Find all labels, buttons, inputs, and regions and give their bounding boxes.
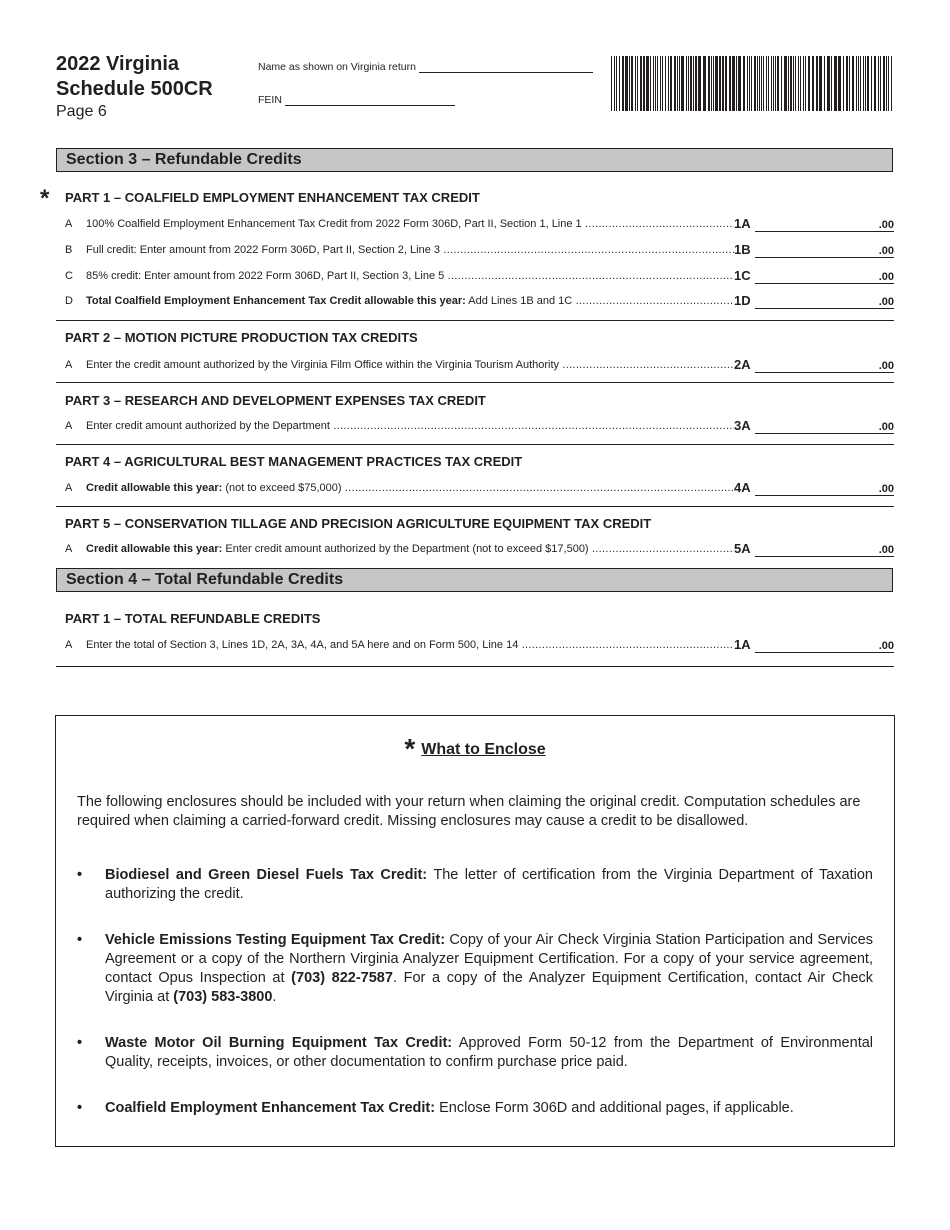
barcode-bar (650, 56, 651, 111)
page-number: Page 6 (56, 103, 107, 120)
barcode-bar (614, 56, 615, 111)
enclose-item-biodiesel (77, 866, 873, 906)
fein-label: FEIN (258, 94, 282, 106)
barcode-bar (754, 56, 756, 111)
fein-field[interactable] (258, 93, 455, 106)
enclose-item-text: Coalfield Employment Enhancement Tax Credit: Enclose Form 306D and additional pages, if applicable. (105, 1100, 794, 1116)
barcode-bar (852, 56, 854, 111)
line-description: Credit allowable this year: (not to exceed $75,000) ..... (86, 482, 734, 494)
barcode-bar (819, 56, 822, 111)
barcode-bar (708, 56, 710, 111)
amount-field-5a[interactable]: .00 (755, 541, 894, 557)
barcode-bar (798, 56, 799, 111)
barcode-bar (695, 56, 697, 111)
barcode-bar (668, 56, 669, 111)
bullet-icon: • (77, 867, 83, 883)
section-4-header: Section 4 – Total Refundable Credits (56, 568, 893, 592)
barcode-bar (784, 56, 787, 111)
barcode-bar (688, 56, 689, 111)
line-letter: C (65, 270, 73, 282)
barcode-bar (790, 56, 792, 111)
barcode-bar (874, 56, 876, 111)
line-total-1a (65, 637, 894, 653)
barcode-bar (665, 56, 666, 111)
line-description: Credit allowable this year: Enter credit amount authorized by the Department (not to exceed $17,500) ..... (86, 543, 734, 555)
barcode-bar (713, 56, 714, 111)
barcode-bar (880, 56, 881, 111)
line-1d (65, 293, 894, 309)
barcode-bar (631, 56, 633, 111)
barcode-bar (891, 56, 892, 111)
barcode-bar (640, 56, 642, 111)
barcode-bar (856, 56, 857, 111)
phone-air-check: (703) 583-3800 (173, 989, 273, 1005)
enclose-title (0, 733, 950, 765)
barcode-bar (722, 56, 724, 111)
barcode-bar (858, 56, 859, 111)
line-description: Enter the total of Section 3, Lines 1D, 2A, 3A, 4A, and 5A here and on Form 500, Line 14 ..... (86, 639, 734, 651)
line-letter: A (65, 359, 73, 371)
name-input-line[interactable] (419, 60, 593, 73)
name-field[interactable] (258, 60, 593, 73)
form-title (56, 52, 213, 102)
divider (56, 382, 894, 383)
barcode-bar (657, 56, 658, 111)
barcode-bar (883, 56, 885, 111)
barcode-bar (793, 56, 794, 111)
barcode-bar (611, 56, 612, 111)
barcode-bar (711, 56, 712, 111)
barcode-bar (843, 56, 844, 111)
barcode-bar (674, 56, 676, 111)
barcode-bar (846, 56, 848, 111)
barcode-bar (878, 56, 879, 111)
enclose-item-text: Vehicle Emissions Testing Equipment Tax Credit: Copy of your Air Check Virginia Station Participation and Services Agreement or a copy of the Northern Virginia Analyzer Equipment Certification. For a copy of your service agreement, contact Opus Inspection at (703) 822-7587. For a copy of the Analyzer Equipment Certification, contact Air Check Virginia at (703) 583-3800. (105, 932, 874, 1005)
asterisk-marker: * (40, 185, 50, 212)
amount-field-4a[interactable]: .00 (755, 480, 894, 496)
barcode-bar (865, 56, 866, 111)
form-title-line2: Schedule 500CR (56, 78, 213, 100)
barcode-bar (849, 56, 850, 111)
line-description: 85% credit: Enter amount from 2022 Form 306D, Part II, Section 3, Line 5 ..... (86, 270, 734, 282)
barcode-bar (622, 56, 624, 111)
line-number: 1B (734, 242, 751, 257)
barcode-bar (867, 56, 869, 111)
line-description: Enter credit amount authorized by the Department ..... (86, 420, 734, 432)
barcode-bar (625, 56, 628, 111)
amount-field-1a[interactable]: .00 (755, 216, 894, 232)
line-letter: A (65, 543, 73, 555)
barcode-bar (677, 56, 678, 111)
amount-field-1c[interactable]: .00 (755, 268, 894, 284)
line-number: 1D (734, 293, 751, 308)
barcode-bar (751, 56, 752, 111)
divider (56, 444, 894, 445)
line-number: 1A (734, 637, 751, 652)
line-letter: A (65, 639, 73, 651)
barcode-bar (653, 56, 654, 111)
barcode-bar (749, 56, 750, 111)
asterisk-marker: * (404, 733, 416, 764)
barcode-bar (736, 56, 737, 111)
barcode-bar (681, 56, 684, 111)
barcode-bar (871, 56, 872, 111)
barcode-bar (795, 56, 796, 111)
barcode-bar (763, 56, 764, 111)
line-number: 4A (734, 480, 751, 495)
section-4-part-1-heading: PART 1 – TOTAL REFUNDABLE CREDITS (65, 611, 321, 626)
barcode-bar (805, 56, 806, 111)
barcode-bar (725, 56, 727, 111)
line-1b (65, 242, 894, 258)
line-4a (65, 480, 894, 496)
barcode (611, 56, 893, 111)
barcode-bar (812, 56, 814, 111)
enclose-item-vehicle-emissions (77, 931, 873, 1011)
barcode-bar (646, 56, 649, 111)
amount-field-1d[interactable]: .00 (755, 293, 894, 309)
barcode-bar (616, 56, 617, 111)
barcode-bar (703, 56, 706, 111)
barcode-bar (619, 56, 620, 111)
barcode-bar (747, 56, 748, 111)
barcode-bar (808, 56, 810, 111)
line-3a (65, 418, 894, 434)
barcode-bar (729, 56, 731, 111)
amount-field-total[interactable]: .00 (755, 637, 894, 653)
barcode-bar (698, 56, 701, 111)
barcode-bar (831, 56, 832, 111)
barcode-bar (670, 56, 672, 111)
barcode-bar (761, 56, 762, 111)
part-5-heading: PART 5 – CONSERVATION TILLAGE AND PRECISION AGRICULTURE EQUIPMENT TAX CREDIT (65, 516, 652, 531)
barcode-bar (738, 56, 741, 111)
line-letter: A (65, 218, 73, 230)
enclose-item-text: Biodiesel and Green Diesel Fuels Tax Credit: The letter of certification from the Virginia Department of Taxation authorizing the credit. (105, 867, 873, 902)
part-1-heading: PART 1 – COALFIELD EMPLOYMENT ENHANCEMENT TAX CREDIT (65, 190, 480, 205)
line-letter: B (65, 244, 73, 256)
section-3-header: Section 3 – Refundable Credits (56, 148, 893, 172)
line-number: 2A (734, 357, 751, 372)
barcode-bar (834, 56, 837, 111)
barcode-bar (777, 56, 779, 111)
barcode-bar (863, 56, 864, 111)
barcode-bar (768, 56, 769, 111)
line-number: 3A (734, 418, 751, 433)
line-description: Full credit: Enter amount from 2022 Form 306D, Part II, Section 2, Line 3 ..... (86, 244, 734, 256)
barcode-bar (838, 56, 841, 111)
enclose-item-text: Waste Motor Oil Burning Equipment Tax Credit: Approved Form 50-12 from the Department of Environmental Quality, receipts, invoices, or other documentation to confirm purchase price paid. (105, 1035, 874, 1070)
barcode-bar (660, 56, 661, 111)
barcode-bar (788, 56, 789, 111)
barcode-bar (719, 56, 721, 111)
enclose-intro: The following enclosures should be included with your return when claiming the original credit. Computation schedules are required when claiming a carried-forward credit. Missing enclosures may cause a credit to be disallowed. (77, 794, 861, 829)
barcode-bar (816, 56, 818, 111)
barcode-bar (690, 56, 692, 111)
line-description: 100% Coalfield Employment Enhancement Tax Credit from 2022 Form 306D, Part II, Section 1, Line 1 ..... (86, 218, 734, 230)
barcode-bar (803, 56, 804, 111)
fein-input-line[interactable] (285, 93, 455, 106)
amount-field-2a[interactable]: .00 (755, 357, 894, 373)
form-title-line1: 2022 Virginia (56, 53, 180, 75)
line-number: 1A (734, 216, 751, 231)
barcode-bar (686, 56, 687, 111)
divider (56, 506, 894, 507)
bullet-icon: • (77, 1100, 83, 1116)
barcode-bar (655, 56, 656, 111)
barcode-bar (743, 56, 745, 111)
line-2a (65, 357, 894, 373)
line-number: 1C (734, 268, 751, 283)
enclose-item-coalfield (77, 1099, 873, 1121)
part-3-heading: PART 3 – RESEARCH AND DEVELOPMENT EXPENSES TAX CREDIT (65, 393, 486, 408)
barcode-bar (662, 56, 663, 111)
barcode-bar (824, 56, 825, 111)
amount-field-1b[interactable]: .00 (755, 242, 894, 258)
amount-field-3a[interactable]: .00 (755, 418, 894, 434)
name-label: Name as shown on Virginia return (258, 61, 416, 73)
line-letter: A (65, 482, 73, 494)
barcode-bar (759, 56, 760, 111)
barcode-bar (629, 56, 630, 111)
enclose-item-waste-oil (77, 1034, 873, 1074)
bullet-icon: • (77, 1035, 83, 1051)
barcode-bar (766, 56, 767, 111)
part-2-heading: PART 2 – MOTION PICTURE PRODUCTION TAX CREDITS (65, 330, 418, 345)
barcode-bar (860, 56, 861, 111)
barcode-bar (781, 56, 782, 111)
line-1c (65, 268, 894, 284)
line-letter: A (65, 420, 73, 432)
barcode-bar (800, 56, 801, 111)
line-1a (65, 216, 894, 232)
line-5a (65, 541, 894, 557)
divider (56, 320, 894, 321)
barcode-bar (773, 56, 774, 111)
barcode-bar (775, 56, 776, 111)
line-letter: D (65, 295, 73, 307)
barcode-bar (886, 56, 887, 111)
line-description: Total Coalfield Employment Enhancement Tax Credit allowable this year: Add Lines 1B and 1C ..... (86, 295, 734, 307)
barcode-bar (635, 56, 636, 111)
line-description: Enter the credit amount authorized by the Virginia Film Office within the Virginia Tourism Authority ..... (86, 359, 734, 371)
barcode-bar (827, 56, 830, 111)
barcode-bar (643, 56, 645, 111)
bullet-icon: • (77, 932, 83, 948)
barcode-bar (732, 56, 735, 111)
divider (56, 666, 894, 667)
barcode-bar (679, 56, 680, 111)
part-4-heading: PART 4 – AGRICULTURAL BEST MANAGEMENT PRACTICES TAX CREDIT (65, 454, 523, 469)
barcode-bar (715, 56, 718, 111)
barcode-bar (693, 56, 694, 111)
enclose-title-text: What to Enclose (421, 741, 546, 758)
barcode-bar (888, 56, 889, 111)
barcode-bar (637, 56, 638, 111)
line-number: 5A (734, 541, 751, 556)
barcode-bar (757, 56, 758, 111)
phone-opus: (703) 822-7587 (291, 970, 393, 986)
barcode-bar (771, 56, 772, 111)
